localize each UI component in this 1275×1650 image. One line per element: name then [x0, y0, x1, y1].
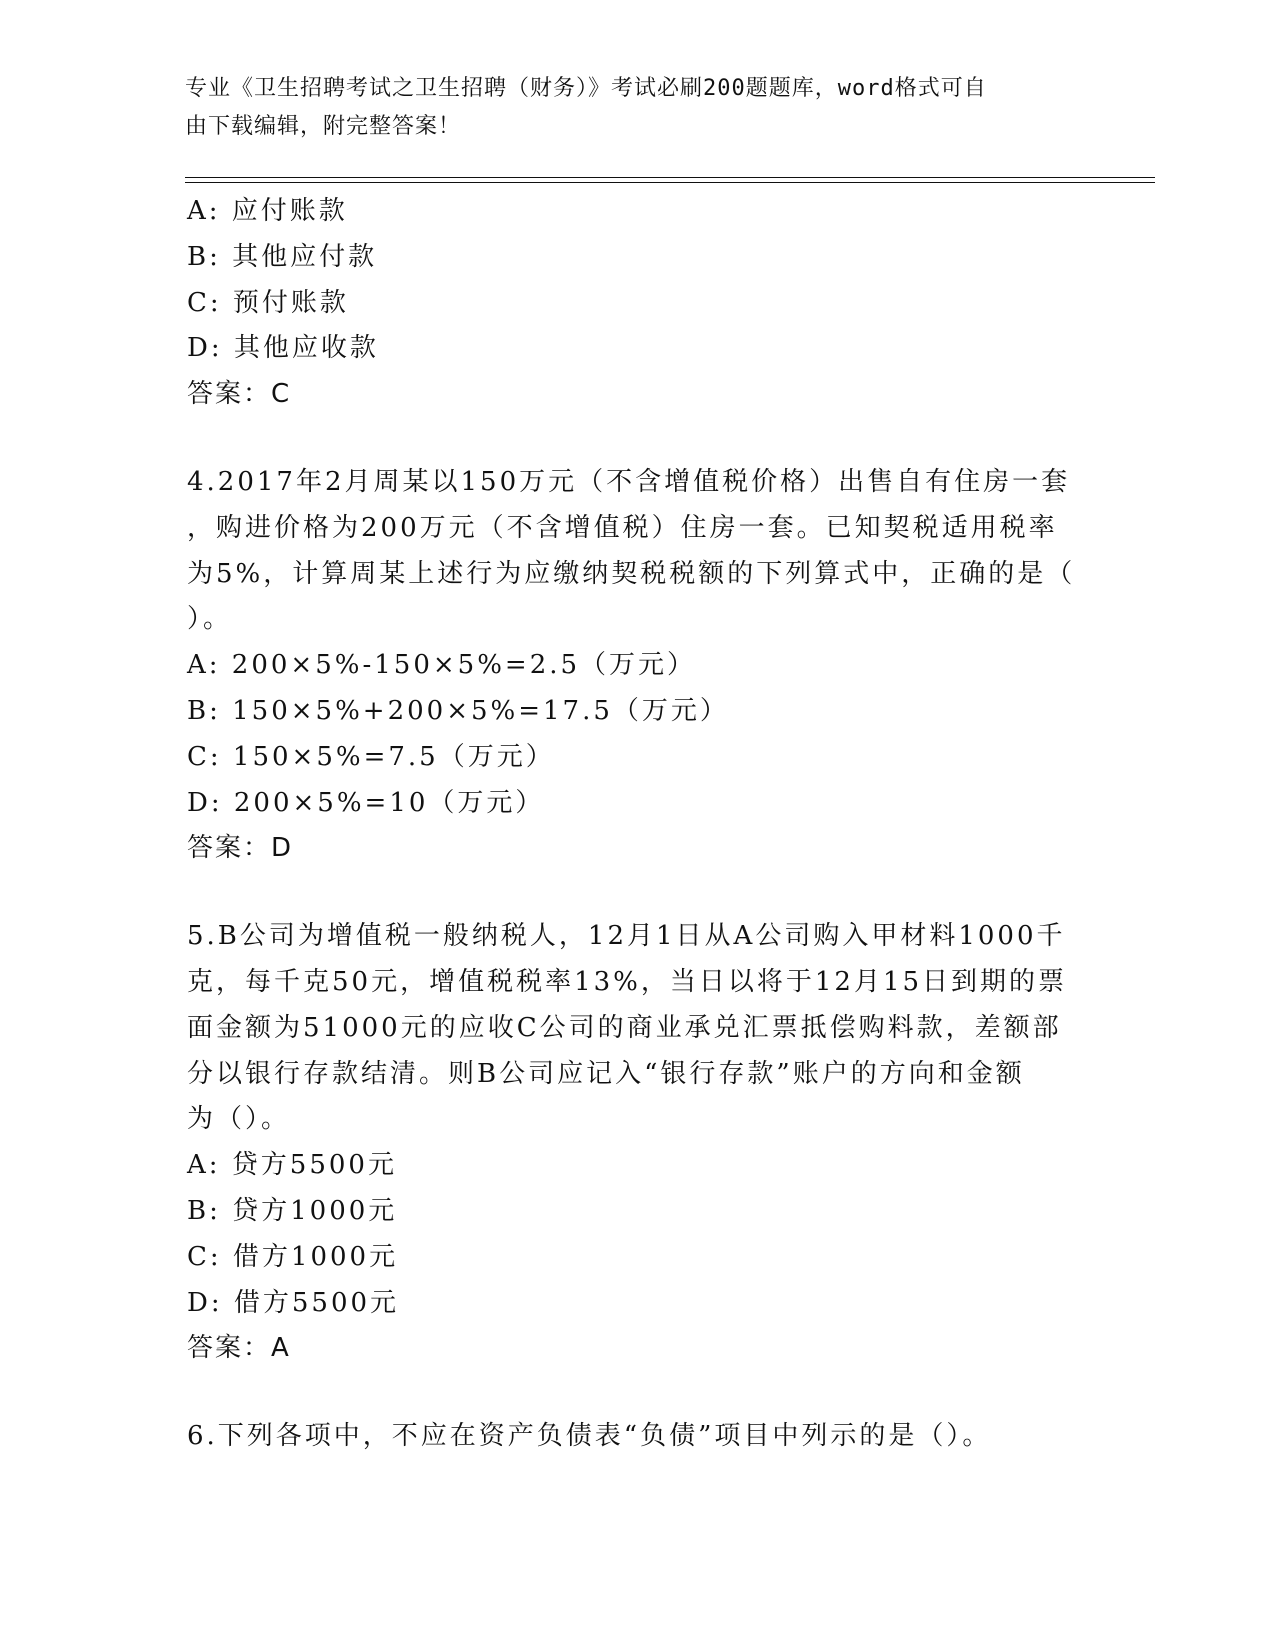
question-stem-line: 分以银行存款结清。则B公司应记入“银行存款”账户的方向和金额	[187, 1058, 1025, 1089]
question-stem-line: 6.下列各项中，不应在资产负债表“负债”项目中列示的是（）。	[187, 1421, 992, 1452]
option-b: B: 其他应付款	[187, 241, 378, 272]
question-stem-line: ，购进价格为200万元（不含增值税）住房一套。已知契税适用税率	[187, 512, 1058, 543]
question-stem-line: 5.B公司为增值税一般纳税人，12月1日从A公司购入甲材料1000千	[187, 921, 1066, 952]
answer-text: 答案：A	[187, 1333, 291, 1364]
option-d: D: 借方5500元	[187, 1287, 400, 1318]
option-b: B: 贷方1000元	[187, 1195, 398, 1226]
option-b: B: 150×5%+200×5%=17.5（万元）	[187, 695, 729, 726]
question-stem-line: 为5%，计算周某上述行为应缴纳契税税额的下列算式中，正确的是（	[187, 558, 1076, 589]
question-5	[187, 914, 1087, 1372]
question-6	[187, 1414, 1087, 1460]
question-stem-line: 面金额为51000元的应收C公司的商业承兑汇票抵偿购料款，差额部	[187, 1012, 1062, 1043]
question-stem-line: ）。	[187, 604, 233, 635]
header-line-2: 由下载编辑，附完整答案！	[185, 114, 462, 139]
question-4	[187, 460, 1087, 872]
option-a: A: 200×5%-150×5%=2.5（万元）	[187, 650, 697, 681]
option-d: D: 其他应收款	[187, 333, 379, 364]
header-divider-bottom	[185, 182, 1155, 183]
answer-text: 答案：D	[187, 833, 294, 864]
question-stem-line: 为（）。	[187, 1104, 291, 1135]
header-line-1: 专业《卫生招聘考试之卫生招聘（财务）》考试必刷200题题库，word格式可自	[185, 76, 987, 101]
answer-text: 答案：C	[187, 379, 292, 410]
option-c: C: 预付账款	[187, 287, 349, 318]
question-3	[187, 189, 1087, 418]
question-stem-line: 4.2017年2月周某以150万元（不含增值税价格）出售自有住房一套	[187, 466, 1071, 497]
option-c: C: 150×5%=7.5（万元）	[187, 741, 555, 772]
question-list	[187, 189, 1087, 1460]
option-a: A: 应付账款	[187, 196, 348, 226]
header-divider-top	[185, 177, 1155, 178]
option-a: A: 贷方5500元	[187, 1150, 397, 1181]
question-spacer	[187, 418, 1087, 460]
option-d: D: 200×5%=10（万元）	[187, 787, 545, 818]
option-c: C: 借方1000元	[187, 1241, 399, 1272]
question-spacer	[187, 872, 1087, 914]
question-stem-line: 克，每千克50元，增值税税率13%，当日以将于12月15日到期的票	[187, 966, 1068, 997]
question-spacer	[187, 1372, 1087, 1414]
document-header	[185, 70, 1085, 146]
